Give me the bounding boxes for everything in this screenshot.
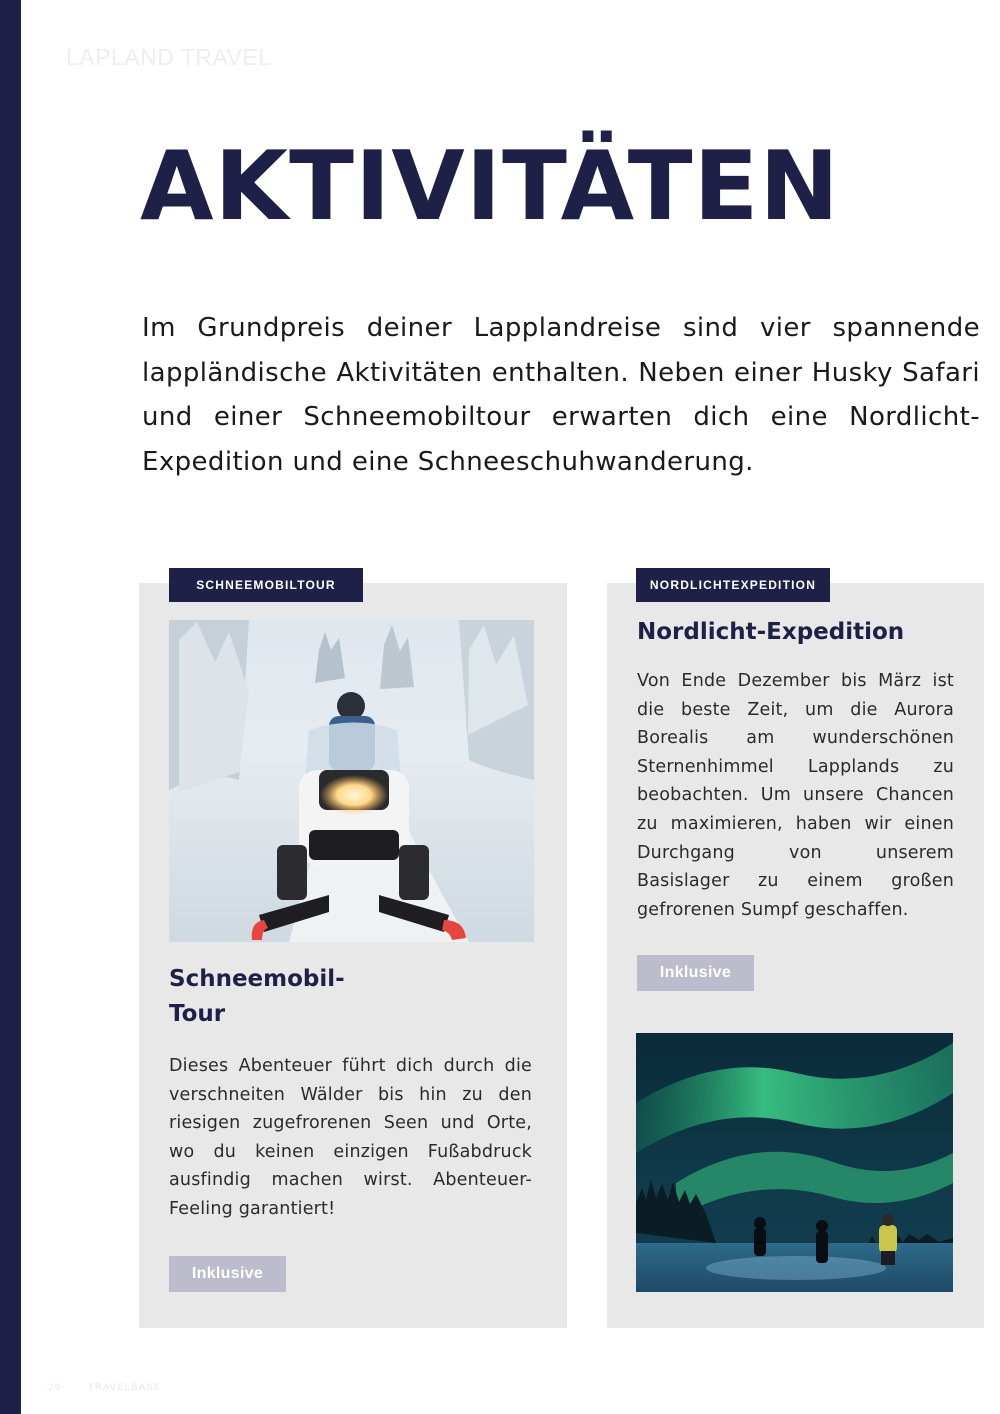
badge-inklusive-aurora: Inklusive	[637, 955, 754, 991]
footer	[44, 1382, 161, 1392]
side-stripe	[0, 0, 21, 1414]
card-title-line: Schneemobil-	[169, 966, 345, 992]
page-number: -29-	[44, 1382, 67, 1392]
card-text-aurora: Von Ende Dezember bis März ist die beste Zeit, um die Aurora Borealis am wunderschönen Sternenhimmel Lapplands zu beobachten. Um unsere Chancen zu maximieren, haben wir einen Durchgang von unserem Basislager zu einem großen gefrorenen Sumpf geschaffen.	[637, 671, 954, 920]
tag-snowmobile: SCHNEEMOBILTOUR	[169, 568, 363, 602]
page-title: AKTIVITÄTEN	[140, 132, 840, 242]
card-title-snowmobile	[169, 962, 389, 1032]
card-title-line: Tour	[169, 1001, 226, 1027]
badge-inklusive-snowmobile: Inklusive	[169, 1256, 286, 1292]
card-title-aurora: Nordlicht-Expedition	[637, 619, 905, 645]
card-text-snowmobile: Dieses Abenteuer führt dich durch die verschneiten Wälder bis hin zu den riesigen zugefrorenen Seen und Orte, wo du keinen einzigen Fußabdruck ausfindig machen wirst. Abenteuer-Feeling garantiert!	[169, 1056, 532, 1219]
brand-label: LAPLAND TRAVEL	[66, 44, 272, 70]
tag-aurora: NORDLICHTEXPEDITION	[636, 568, 830, 602]
snowmobile-photo	[169, 620, 534, 942]
aurora-photo	[636, 1033, 953, 1292]
intro-paragraph: Im Grundpreis deiner Lapplandreise sind vier spannende lappländische Aktivitäten enthalten. Neben einer Husky Safari und einer Schneemobiltour erwarten dich eine Nordlicht-Expedition und eine Schneeschuhwanderung.	[142, 313, 980, 478]
footer-brand: TRAVELBASE	[88, 1382, 162, 1392]
